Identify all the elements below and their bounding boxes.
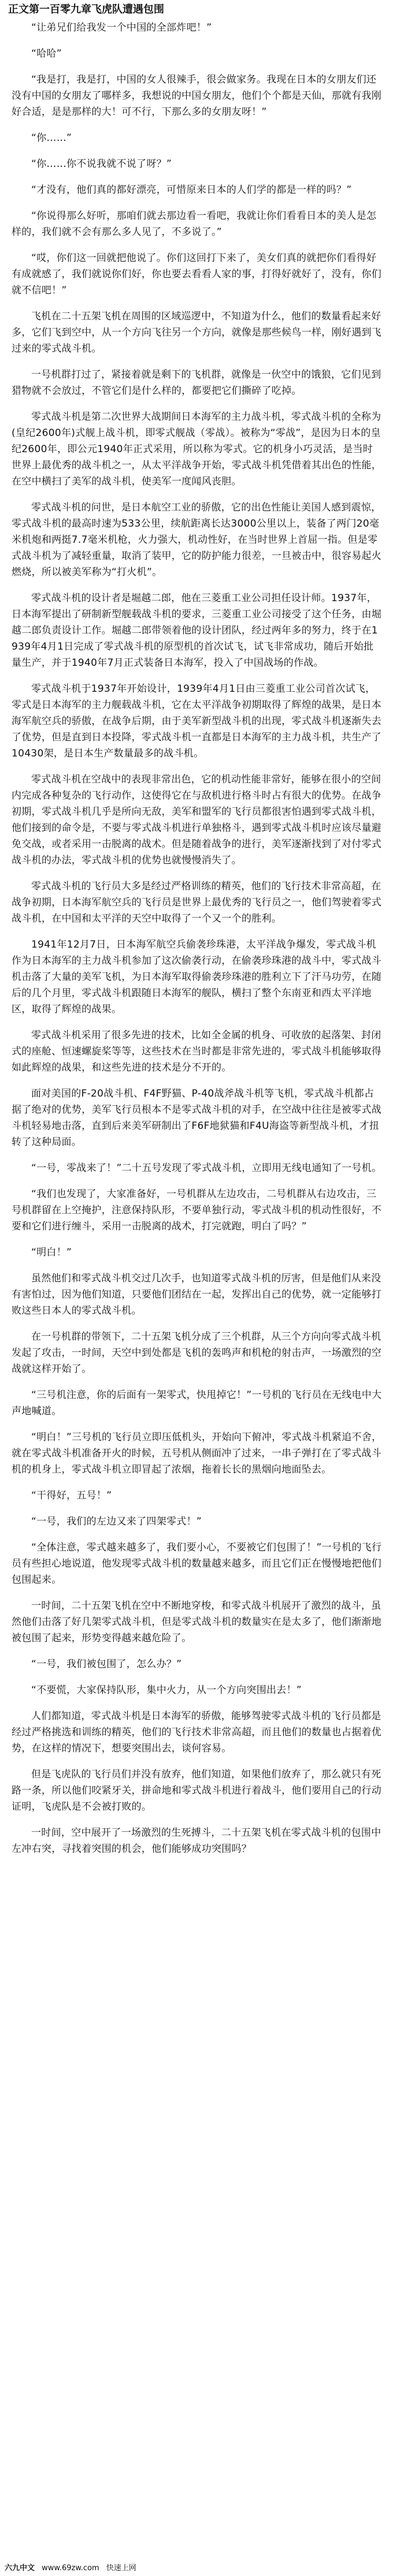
footer-brand: 六九中文: [5, 2564, 35, 2573]
paragraph: 一号机群打过了，紧接着就是剩下的飞机群，就像是一伙空中的饿狼，它们见到猎物就不会放过，不管它们是什么样的，都要把它们撕碎了吃掉。: [12, 369, 381, 397]
chapter-title: 正文第一百零九章飞虎队遭遇包围: [8, 3, 164, 16]
paragraph: “哎，你们这一回就把他说了。你们这回打下来了，美女们真的就把你们看得好有成就感了，我们就说你们好，你也要去看看人家的事，打得好就好了，没有，你们就不信吧！”: [12, 252, 382, 296]
paragraph: 零式战斗机在空战中的表现非常出色，它的机动性能非常好，能够在很小的空间内完成各种复杂的飞行动作，这使得它在与敌机进行格斗时占有很大的优势。在战争初期，零式战斗机几乎是所向无敌，美军和盟军的飞行员都很害怕遇到零式战斗机，他们接到的命令是，不要与零式战斗机进行单独格斗，遇到零式战斗机时应该尽量避免交战，或者采用一击脱离的战术。但是随着战争的进行，美军逐渐找到了对付零式战斗机的办法，零式战斗机的优势也就慢慢消失了。: [12, 774, 382, 866]
paragraph: 一时间，空中展开了一场激烈的生死搏斗，二十五架飞机在零式战斗机的包围中左冲右突，寻找着突围的机会，他们能够成功突围吗？: [12, 1827, 381, 1855]
paragraph: “不要慌，大家保持队形，集中火力，从一个方向突围出去！”: [31, 1684, 302, 1696]
paragraph: “我们也发现了，大家准备好，一号机群从左边攻击，二号机群从右边攻击，三号机群留在上空掩护，注意保持队形，不要单独行动，零式战斗机的机动性很好，不要和它们进行缠斗，采用一击脱离的战术，打完就跑，明白了吗？”: [12, 1188, 382, 1232]
paragraph: “让弟兄们给我发一个中国的全部炸吧！”: [31, 22, 212, 33]
paragraph: 在一号机群的带领下，二十五架飞机分成了三个机群，从三个方向向零式战斗机发起了攻击，一时间，天空中到处都是飞机的轰鸣声和机枪的射击声，一场激烈的空战就这样开始了。: [12, 1331, 382, 1375]
paragraph: 人们都知道，零式战斗机是日本海军的骄傲，能够驾驶零式战斗机的飞行员都是经过严格挑选和训练的精英，他们的飞行技术非常高超，而且他们的数量也占据着优势，在这样的情况下，想要突围出去，谈何容易。: [12, 1710, 382, 1754]
paragraph: 1941年12月7日，日本海军航空兵偷袭珍珠港，太平洋战争爆发，零式战斗机作为日本海军的主力战斗机参加了这次偷袭行动，在偷袭珍珠港的战斗中，零式战斗机击落了大量的美军飞机，为日本海军取得偷袭珍珠港的胜利立下了汗马功劳，在随后的几个月里，零式战斗机跟随日本海军的舰队，横扫了整个东南亚和西太平洋地区，取得了辉煌的战果。: [12, 939, 382, 1015]
footer-site-link[interactable]: www.69zw.com: [42, 2564, 99, 2573]
paragraph: 但是飞虎队的飞行员们并没有放弃，他们知道，如果他们放弃了，那么就只有死路一条，所以他们咬紧牙关，拼命地和零式战斗机进行着战斗，他们要用自己的行动证明，飞虎队是不会被打败的。: [12, 1769, 382, 1813]
paragraph: “明白！”三号机的飞行员立即压低机头，开始向下俯冲，零式战斗机紧追不舍，就在零式战斗机准备开火的时候，五号机从侧面冲了过来，一串子弹打在了零式战斗机的机身上，零式战斗机立即冒起了浓烟，拖着长长的黑烟向地面坠去。: [12, 1431, 382, 1475]
footer: [5, 2563, 136, 2574]
paragraph: “才没有，他们真的都好漂亮，可惜原来日本的人们学的都是一样的吗？”: [31, 184, 352, 196]
paragraph: “哈哈”: [31, 48, 62, 59]
paragraph: “三号机注意，你的后面有一架零式，快甩掉它！”一号机的飞行员在无线电中大声地喊道。: [12, 1389, 382, 1417]
paragraph: “一号，我们被包围了，怎么办？”: [31, 1658, 182, 1670]
paragraph: 零式战斗机的飞行员大多是经过严格训练的精英，他们的飞行技术非常高超，在战争初期，日本海军航空兵的飞行员是世界上最优秀的飞行员之一，他们驾驶着零式战斗机，在中国和太平洋的天空中取得了一个又一个的胜利。: [12, 881, 382, 924]
paragraph: 虽然他们和零式战斗机交过几次手，也知道零式战斗机的厉害，但是他们从来没有害怕过，因为他们知道，只要他们团结在一起，发挥出自己的优势，就一定能够打败这些日本人的零式战斗机。: [12, 1273, 382, 1317]
paragraph: 零式战斗机的设计者是堀越二郎，他在三菱重工业公司担任设计师。1937年，日本海军提出了研制新型舰载战斗机的要求，三菱重工业公司接受了这个任务，由堀越二郎负责设计工作。堀越二郎带领着他的设计团队，经过两年多的努力，终于在1939年4月1日完成了零式战斗机的原型机的首次试飞，试飞非常成功，随后开始批量生产，并于1940年7月正式装备日本海军，投入了中国战场的作战。: [12, 592, 382, 669]
paragraph: “一号，我们的左边又来了四架零式！”: [31, 1516, 202, 1527]
paragraph: 零式战斗机于1937年开始设计，1939年4月1日由三菱重工业公司首次试飞，零式是日本海军的主力舰载战斗机，它在太平洋战争初期取得了辉煌的战果，是日本海军航空兵的骄傲，在战争后期，由于美军新型战斗机的出现，零式战斗机逐渐失去了优势，但是直到日本投降，零式战斗机一直都是日本海军的主力战斗机，共生产了10430架，是日本生产数量最多的战斗机。: [12, 683, 382, 759]
paragraph: “明白！”: [31, 1247, 72, 1258]
paragraph: 零式战斗机采用了很多先进的技术，比如全金属的机身、可收放的起落架、封闭式的座舱、恒速螺旋桨等等，这些技术在当时都是非常先进的，零式战斗机能够取得如此辉煌的战果，和这些先进的技术是分不开的。: [12, 1030, 382, 1073]
paragraph: “我是打，我是打，中国的女人很辣手，很会做家务。我现在日本的女朋友们还没有中国的女朋友了哪样多，我想说的中国女朋友，他们个个都是天仙，那就有我刚好合适，是是那样的大！可不行，下那么多的女朋友呀！”: [12, 74, 382, 118]
chapter-body: [12, 20, 383, 1867]
paragraph: 一时间，二十五架飞机在空中不断地穿梭，和零式战斗机展开了激烈的战斗，虽然他们击落了好几架零式战斗机，但是零式战斗机的数量实在是太多了，他们渐渐地被包围了起来，形势变得越来越危险了。: [12, 1600, 382, 1644]
paragraph: “你说得那么好听，那咱们就去那边看一看吧，我就让你们看看日本的美人是怎样的，我们就不会有那么多人见了，不多说了。”: [12, 210, 377, 238]
footer-tagline: 快速上网: [106, 2564, 136, 2573]
paragraph: 飞机在二十五架飞机在周围的区域巡逻中，不知道为什么，他们的数量看起来好多，它们飞到空中，从一个方向飞往另一个方向，就像是那些候鸟一样，刚好遇到飞过来的零式战斗机。: [12, 311, 382, 355]
paragraph: 面对美国的F-20战斗机、F4F野猫、P-40战斧战斗机等飞机，零式战斗机都占据了绝对的优势，美军飞行员根本不是零式战斗机的对手，在空战中往往是被零式战斗机轻易地击落，直到后来美军研制出了F6F地狱猫和F4U海盗等新型战斗机，才扭转了这种局面。: [12, 1088, 382, 1148]
paragraph: “干得好，五号！”: [31, 1490, 112, 1501]
paragraph: 零式战斗机的问世，是日本航空工业的骄傲，它的出色性能让美国人感到震惊，零式战斗机的最高时速为533公里，续航距离长达3000公里以上，装备了两门20毫米机炮和两挺7.7毫米机枪，火力强大，机动性好，在当时世界上首屈一指。但是零式战斗机为了减轻重量，取消了装甲，它的防护能力很差，一旦被击中，很容易起火燃烧，所以被美军称为“打火机”。: [12, 502, 382, 578]
paragraph: “你……”: [31, 132, 72, 144]
paragraph: “一号，零战来了！”二十五号发现了零式战斗机，立即用无线电通知了一号机。: [31, 1162, 382, 1174]
paragraph: “你……你不说我就不说了呀？”: [31, 158, 172, 170]
paragraph: 零式战斗机是第二次世界大战期间日本海军的主力战斗机，零式战斗机的全称为(皇纪2600年)式舰上战斗机，即零式舰战（零战）。被称为“零战”，是因为日本的皇纪2600年，即公元1940年正式采用，所以称为零式。它的机身小巧灵活，是当时世界上最优秀的战斗机之一，从太平洋战争开始，零式战斗机凭借着其出色的性能，在空中横扫了美军的战斗机，使美军一度闻风丧胆。: [12, 411, 382, 487]
paragraph: “全体注意，零式越来越多了，我们要小心，不要被它们包围了！”一号机的飞行员有些担心地说道，他发现零式战斗机的数量越来越多，而且它们正在慢慢地把他们包围起来。: [12, 1542, 382, 1586]
